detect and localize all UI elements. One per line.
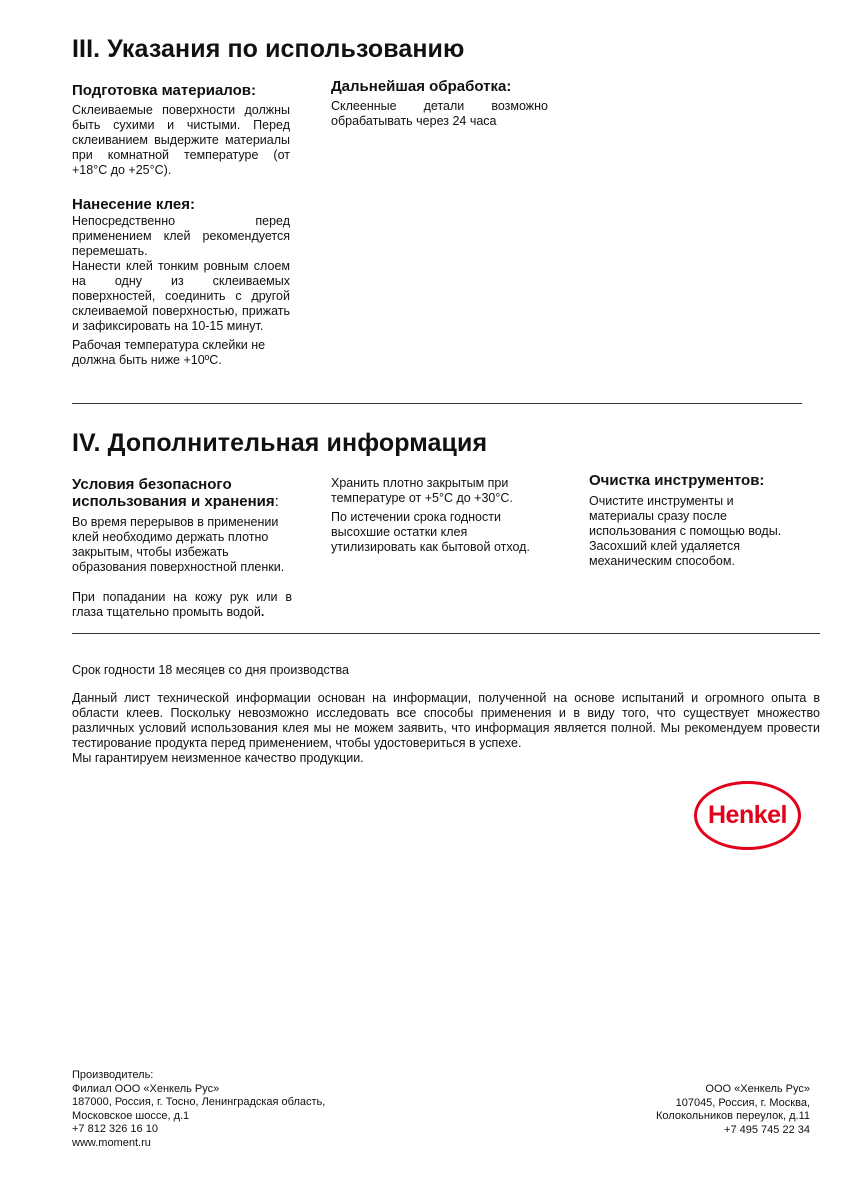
disclaimer-block [72, 691, 820, 766]
cleaning-block [589, 472, 809, 569]
further-block [331, 78, 548, 129]
safety-block [72, 476, 292, 620]
storage-text-1: Хранить плотно закрытым при температуре от +5°C до +30°C. [331, 476, 513, 505]
quality-guarantee: Мы гарантируем неизменное качество продукции. [72, 751, 364, 765]
henkel-logo [694, 781, 801, 850]
footer-left-line: Производитель: [72, 1069, 154, 1081]
prep-text: Склеиваемые поверхности должны быть сухими и чистыми. Перед склеиванием выдержите материалы при комнатной температуре (от +18°C до +25°C). [72, 103, 290, 177]
prep-heading: Подготовка материалов: [72, 82, 257, 99]
apply-block [72, 196, 290, 368]
section-3-title: III. Указания по использованию [72, 35, 465, 63]
footer-right-line: ООО «Хенкель Рус» [705, 1083, 810, 1095]
safety-text-1: Во время перерывов в применении клей необходимо держать плотно закрытым, чтобы избежать образования поверхностной пленки. [72, 515, 285, 574]
section-divider-1 [72, 403, 802, 404]
safety-heading [72, 476, 292, 510]
footer-website: www.moment.ru [72, 1136, 151, 1149]
further-text: Склеенные детали возможно обрабатывать через 24 часа [331, 99, 548, 128]
safety-text-2-body: При попадании на кожу рук или в глаза тщательно промыть водой [72, 590, 292, 619]
footer-manufacturer [72, 1069, 392, 1150]
safety-text-2 [72, 590, 292, 620]
apply-text-2: Нанести клей тонким ровным слоем на одну из склеиваемых поверхностей, соединить с другой склеиваемой поверхностью, прижать и зафиксировать на 10-15 минут. [72, 259, 290, 333]
storage-block [331, 476, 546, 555]
apply-text-3: Рабочая температура склейки не должна быть ниже +10ºC. [72, 338, 266, 367]
further-heading: Дальнейшая обработка: [331, 78, 512, 95]
prep-block [72, 82, 290, 178]
footer-right-line: +7 495 745 22 34 [724, 1123, 810, 1136]
footer-right-line: Колокольников переулок, д.11 [656, 1110, 810, 1122]
shelf-life: Срок годности 18 месяцев со дня производства [72, 663, 349, 677]
apply-heading: Нанесение клея: [72, 196, 195, 213]
footer-left-line: +7 812 326 16 10 [72, 1123, 158, 1135]
footer-right-line: 107045, Россия, г. Москва, [675, 1096, 810, 1109]
section-divider-2 [72, 633, 820, 634]
safety-heading-text: Условия безопасного использования и хранения [72, 476, 275, 510]
footer-left-line: Московское шоссе, д.1 [72, 1109, 190, 1122]
safety-text-2-end: . [260, 605, 265, 619]
footer-office [560, 1083, 810, 1137]
cleaning-heading: Очистка инструментов: [589, 472, 765, 489]
section-4-title: IV. Дополнительная информация [72, 429, 488, 457]
cleaning-text: Очистите инструменты и материалы сразу после использования с помощью воды. Засохший клей удаляется механическим способом. [589, 494, 782, 568]
storage-text-2: По истечении срока годности высохшие остатки клея утилизировать как бытовой отход. [331, 510, 530, 554]
footer-left-line: Филиал ООО «Хенкель Рус» [72, 1082, 220, 1095]
footer-left-line: 187000, Россия, г. Тосно, Ленинградская область, [72, 1096, 326, 1108]
disclaimer-text: Данный лист технической информации основан на информации, полученной на основе испытаний и огромного опыта в области клеев. Поскольку невозможно исследовать все способы применения и в виду того, что существует множество различных условий использования клея мы не можем заявить, что информация является полной. Мы рекомендуем провести тестирование продукта перед применением, чтобы удостовериться в успехе. [72, 691, 820, 750]
safety-heading-colon: : [274, 493, 279, 510]
apply-text-1: Непосредственно перед применением клей рекомендуется перемешать. [72, 214, 290, 258]
henkel-logo-text: Henkel [708, 801, 787, 829]
